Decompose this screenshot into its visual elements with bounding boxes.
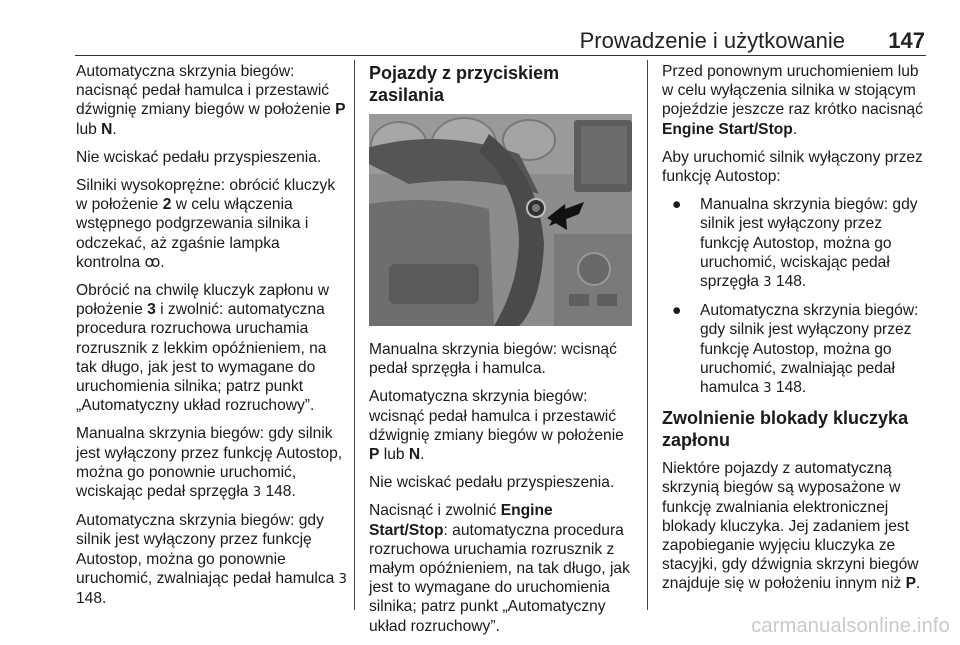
paragraph-no-accelerator: Nie wciskać pedału przyspieszenia. [76,148,322,166]
paragraph-turn-key: Obrócić na chwilę kluczyk zapłonu w położenie 3 i zwolnić: automatyczna procedura rozruchowa uruchamia rozrusznik z lekkim opóźnieniem, na tak długo, jak jest to wymagane do uruchomienia silnika; patrz punkt „Automatyczny układ rozruchowy”. [76,282,330,415]
section-heading-key-lock-release: Zwolnienie blokady kluczyka zapłonu [662,408,909,451]
paragraph-automatic-autostop: Automatyczna skrzynia biegów: gdy silnik jest wyłączony przez funkcję Autostop, można go ponownie uruchomić, zwalniając pedał hamulca 3 148. [76,512,347,608]
steering-wheel-start-button-illustration [369,114,632,326]
column-divider-1 [354,60,355,610]
column-divider-2 [647,60,648,610]
paragraph-autostop-intro: Aby uruchomić silnik wyłączony przez funkcję Autostop: [662,148,923,186]
paragraph-manual-gearbox: Manualna skrzynia biegów: wcisnąć pedał sprzęgła i hamulca. [369,341,617,378]
list-item: ● Manualna skrzynia biegów: gdy silnik jest wyłączony przez funkcję Autostop, można go uruchomić, wciskając pedał sprzęgła 3 148. [662,195,928,292]
glow-plug-lamp-icon: ꝏ [144,252,161,271]
bullet-icon: ● [672,196,682,214]
header-divider [75,55,926,56]
paragraph-automatic-gearbox: Automatyczna skrzynia biegów: wcisnąć pedał hamulca i przestawić dźwignię zmiany biegów w położenie P lub N. [369,388,624,464]
dashboard-illustration [369,114,632,326]
paragraph-manual-autostop: Manualna skrzynia biegów: gdy silnik jest wyłączony przez funkcję Autostop, można go ponownie uruchomić, wciskając pedał sprzęgła 3 148. [76,425,343,501]
page-number: 147 [888,28,925,53]
paragraph-no-accelerator: Nie wciskać pedału przyspieszenia. [369,474,615,492]
paragraph-restart-stop: Przed ponownym uruchomieniem lub w celu wyłączenia silnika w stojącym pojeździe jeszcze raz krótko nacisnąć Engine Start/Stop. [662,63,923,138]
page-header [75,0,925,56]
column-left [76,62,348,617]
paragraph-diesel: Silniki wysokoprężne: obrócić kluczyk w położenie 2 w celu włączenia wstępnego podgrzewania silnika i odczekać, aż zgaśnie lampka kontrolna ꝏ. [76,177,336,271]
paragraph-key-lock: Niektóre pojazdy z automatyczną skrzynią biegów są wyposażone w funkcję zwalniania elektronicznej blokady kluczyka. Jej zadaniem jest zapobieganie wyjęciu kluczyka ze stacyjki, gdy dźwignia skrzyni biegów znajduje się w położeniu innym niż P. [662,460,921,593]
column-middle [369,62,635,645]
column-right [662,62,928,603]
page-title: Prowadzenie i użytkowanie [579,28,845,53]
section-heading-power-button: Pojazdy z przyciskiem zasilania [369,63,560,105]
page-reference-icon: 3 [763,275,772,291]
page-reference-icon: 3 [252,485,262,501]
list-item: ● Automatyczna skrzynia biegów: gdy silnik jest wyłączony przez funkcję Autostop, można go uruchomić, zwalniając pedał hamulca 3 148. [662,301,928,398]
bullet-icon: ● [672,302,682,320]
page-reference-icon: 3 [763,381,772,397]
page-reference-icon: 3 [338,571,347,587]
paragraph-engine-start-stop: Nacisnąć i zwolnić Engine Start/Stop: automatyczna procedura rozruchowa uruchamia rozrusznik z małym opóźnieniem, na tak długo, jak jest to wymagane do uruchomienia silnika; patrz punkt „Automatyczny układ rozruchowy”. [369,502,630,635]
watermark: carmanualsonline.info [751,615,950,637]
paragraph-automatic-gearbox: Automatyczna skrzynia biegów: nacisnąć pedał hamulca i przestawić dźwignię zmiany biegów w położenie P lub N. [76,63,346,138]
